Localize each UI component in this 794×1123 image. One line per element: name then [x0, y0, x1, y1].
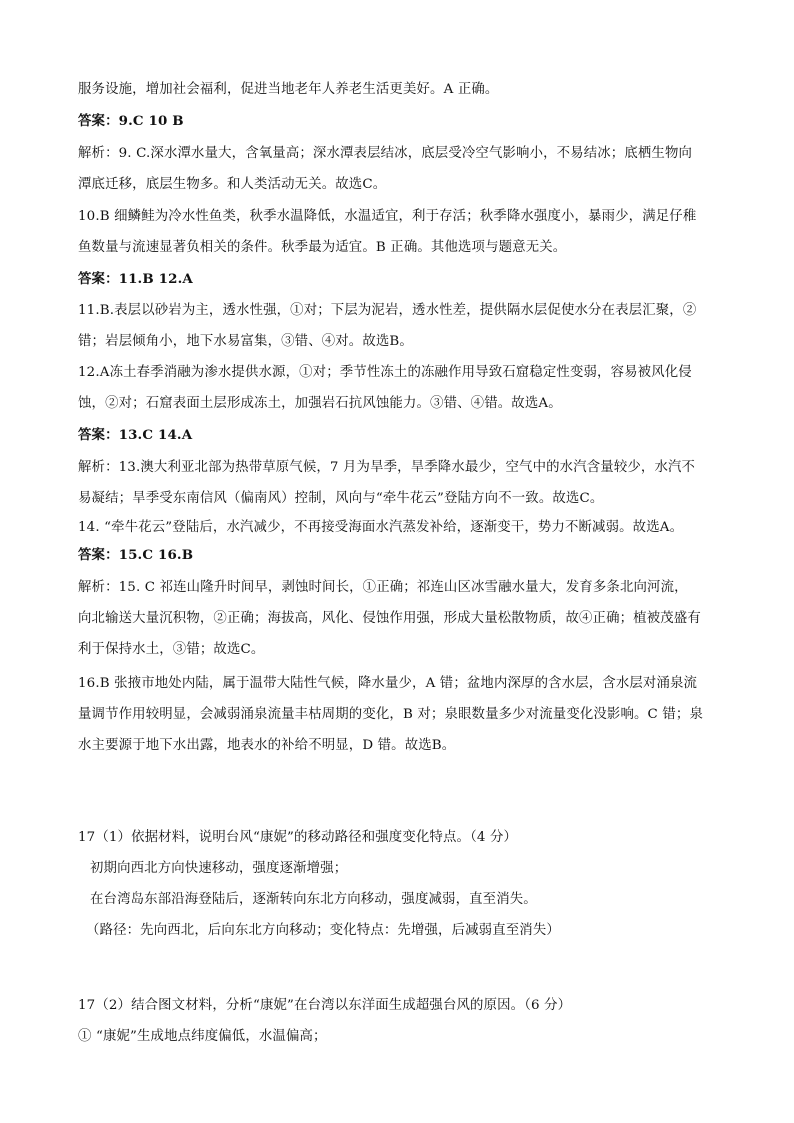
answer-note-line: （路径：先向西北，后向东北方向移动；变化特点：先增强，后减弱直至消失）: [86, 923, 560, 938]
text-line: 易凝结；旱季受东南信风（偏南风）控制，风向与“牵牛花云”登陆方向不一致。故选C。: [78, 491, 604, 506]
text-line: 14. “牵牛花云”登陆后，水汽减少，不再接受海面水汽蒸发补给，逐渐变干，势力不断减弱。故选A。: [78, 520, 684, 535]
text-line: 服务设施，增加社会福利，促进当地老年人养老生活更美好。A 正确。: [78, 82, 499, 97]
text-line: 向北输送大量沉积物，②正确；海拔高，风化、侵蚀作用强，形成大量松散物质，故④正确；植被茂盛有: [78, 611, 701, 626]
text-line: 量调节作用较明显，会减弱涌泉流量丰枯周期的变化，B 对；泉眼数量多少对流量变化没影响。C 错；泉: [78, 707, 703, 722]
text-line: 错；岩层倾角小，地下水易富集，③错、④对。故选B。: [78, 334, 413, 349]
text-line: 蚀，②对；石窟表面土层形成冻土，加强岩石抗风蚀能力。③错、④错。故选A。: [78, 396, 562, 411]
text-line: 解析：15. C 祁连山隆升时间早，剥蚀时间长，①正确；祁连山区冰雪融水量大，发育多条北向河流，: [78, 580, 688, 595]
question-17-1-title: 17（1）依据材料，说明台风“康妮”的移动路径和强度变化特点。（4 分）: [78, 830, 518, 845]
text-line: 解析：13.澳大利亚北部为热带草原气候，7 月为旱季，旱季降水最少，空气中的水汽含量较少，水汽不: [78, 460, 696, 475]
question-17-2-title: 17（2）结合图文材料，分析“康妮”在台湾以东洋面生成超强台风的原因。（6 分）: [78, 998, 572, 1013]
text-line: 利于保持水土，③错；故选C。: [78, 642, 265, 657]
answer-line: 答案：9.C 10 B: [78, 113, 184, 129]
answer-text-line: 初期向西北方向快速移动，强度逐渐增强；: [90, 861, 348, 876]
answer-text-line: ① “康妮”生成地点纬度偏低，水温偏高；: [78, 1029, 327, 1044]
text-line: 12.A冻土春季消融为渗水提供水源，①对；季节性冻土的冻融作用导致石窟稳定性变弱，容易被风化侵: [78, 365, 692, 380]
text-line: 水主要源于地下水出露，地表水的补给不明显，D 错。故选B。: [78, 738, 456, 753]
text-line: 鱼数量与流速显著负相关的条件。秋季最为适宜。B 正确。其他选项与题意无关。: [78, 240, 567, 255]
answer-line: 答案：13.C 14.A: [78, 427, 193, 443]
text-line: 潭底迁移，底层生物多。和人类活动无关。故选C。: [78, 177, 387, 192]
answer-line: 答案：15.C 16.B: [78, 547, 194, 563]
text-line: 10.B 细鳞鲑为冷水性鱼类，秋季水温降低，水温适宜，利于存活；秋季降水强度小，暴雨少，满足仔稚: [78, 209, 697, 224]
answer-text-line: 在台湾岛东部沿海登陆后，逐渐转向东北方向移动，强度减弱，直至消失。: [90, 892, 537, 907]
text-line: 11.B.表层以砂岩为主，透水性强，①对；下层为泥岩，透水性差，提供隔水层促使水分在表层汇聚，②: [78, 303, 697, 318]
text-line: 解析：9. C.深水潭水量大，含氧量高；深水潭表层结冰，底层受冷空气影响小，不易结冰；底栖生物向: [78, 146, 693, 161]
text-line: 16.B 张掖市地处内陆，属于温带大陆性气候，降水量少，A 错；盆地内深厚的含水层，含水层对涌泉流: [78, 676, 698, 691]
answer-line: 答案：11.B 12.A: [78, 271, 193, 287]
